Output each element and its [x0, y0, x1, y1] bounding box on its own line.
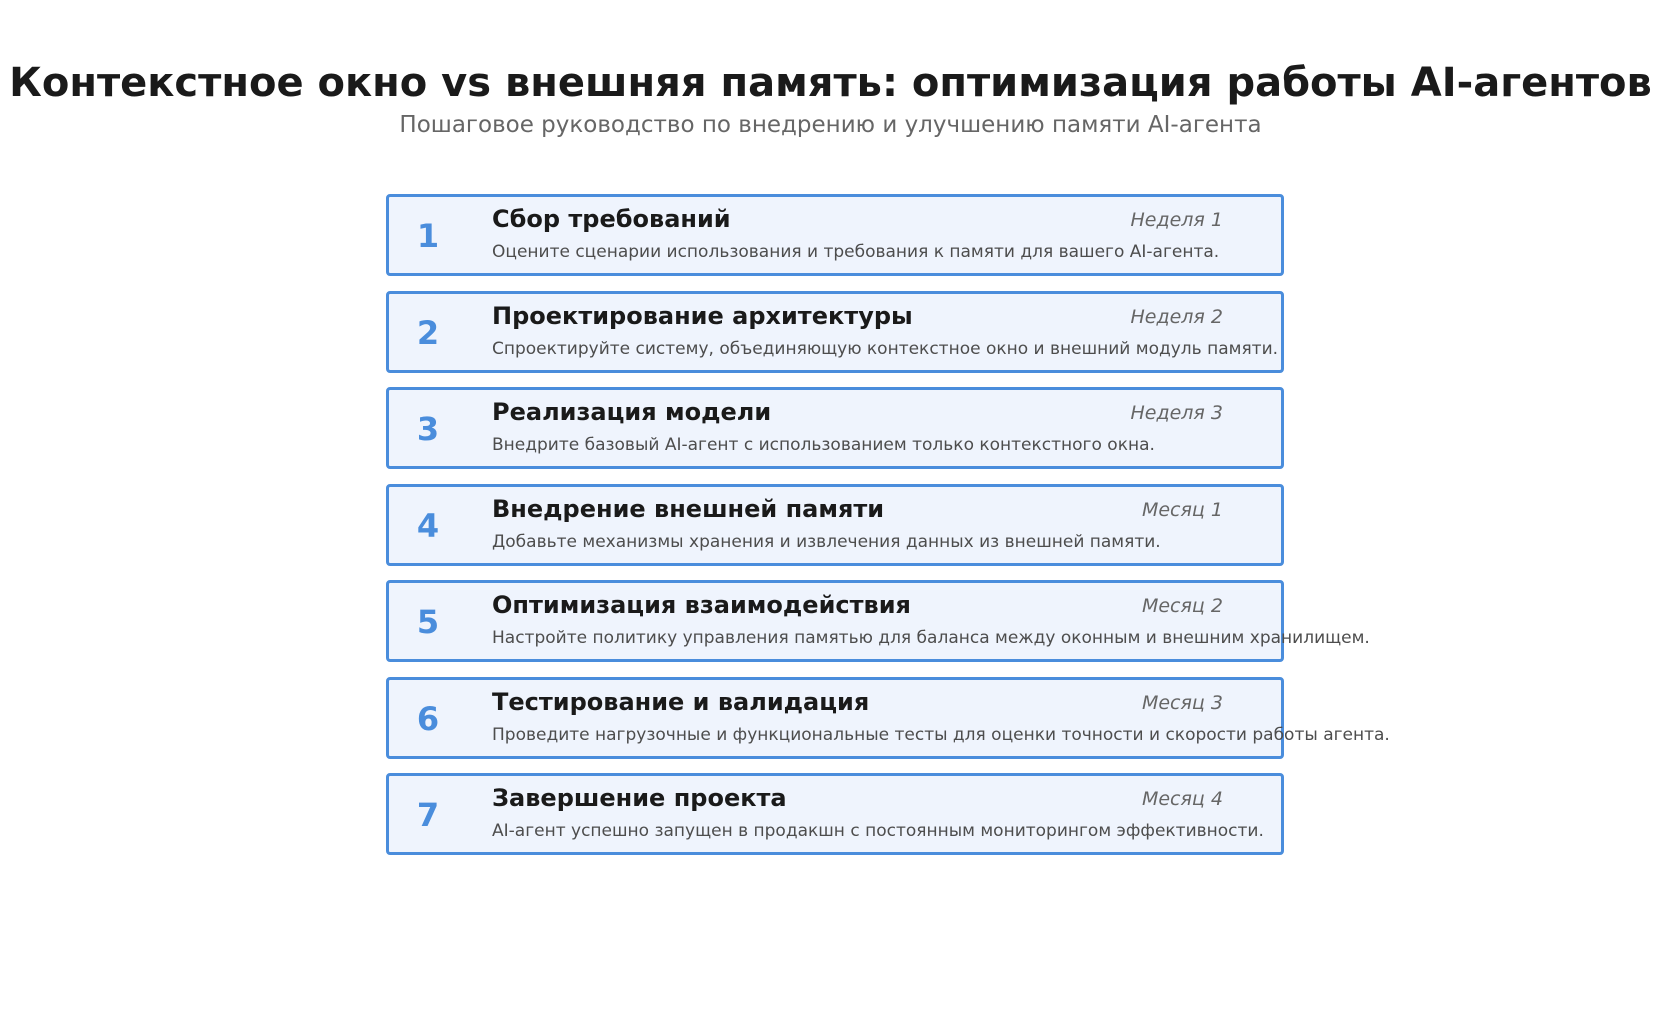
step-number: 3 [416, 410, 440, 448]
step-description: Добавьте механизмы хранения и извлечения данных из внешней памяти. [492, 531, 1161, 552]
step-card-3 [386, 387, 1284, 469]
step-period: Месяц 3 [1141, 691, 1223, 714]
step-card-1 [386, 194, 1284, 276]
step-description: Спроектируйте систему, объединяющую контекстное окно и внешний модуль памяти. [492, 338, 1279, 359]
step-number: 7 [416, 796, 440, 834]
step-description: Оцените сценарии использования и требования к памяти для вашего AI-агента. [492, 242, 1220, 262]
step-period: Месяц 2 [1141, 595, 1223, 617]
step-title: Реализация модели [492, 398, 772, 426]
step-title: Завершение проекта [492, 784, 787, 812]
step-number: 5 [416, 603, 440, 641]
step-number: 2 [416, 313, 440, 352]
step-description: Настройте политику управления памятью для баланса между оконным и внешним хранилищем. [492, 628, 1370, 648]
step-number: 6 [416, 699, 440, 738]
step-description: Проведите нагрузочные и функциональные тесты для оценки точности и скорости работы агента. [492, 724, 1390, 745]
step-period: Неделя 1 [1130, 209, 1223, 231]
step-description: Внедрите базовый AI-агент с использованием только контекстного окна. [492, 435, 1155, 455]
step-title: Внедрение внешней памяти [492, 494, 885, 523]
step-number: 4 [416, 506, 440, 545]
page-subtitle: Пошаговое руководство по внедрению и улучшению памяти AI-агента [399, 112, 1262, 138]
page-title: Контекстное окно vs внешняя память: оптимизация работы AI-агентов [9, 60, 1652, 106]
step-card-7 [386, 773, 1284, 855]
steps-list [386, 194, 1390, 870]
step-period: Неделя 3 [1130, 402, 1223, 424]
step-description: AI-агент успешно запущен в продакшн с постоянным мониторингом эффективности. [492, 821, 1264, 841]
step-period: Месяц 4 [1141, 788, 1223, 810]
step-title: Сбор требований [492, 205, 731, 233]
step-title: Проектирование архитектуры [492, 301, 913, 330]
step-title: Оптимизация взаимодействия [492, 591, 911, 619]
step-period: Неделя 2 [1130, 305, 1223, 328]
step-period: Месяц 1 [1141, 498, 1223, 521]
step-card-6 [386, 677, 1390, 759]
step-number: 1 [416, 217, 440, 255]
step-card-5 [386, 580, 1370, 662]
step-card-2 [386, 291, 1284, 373]
step-card-4 [386, 484, 1284, 566]
step-title: Тестирование и валидация [492, 687, 870, 716]
